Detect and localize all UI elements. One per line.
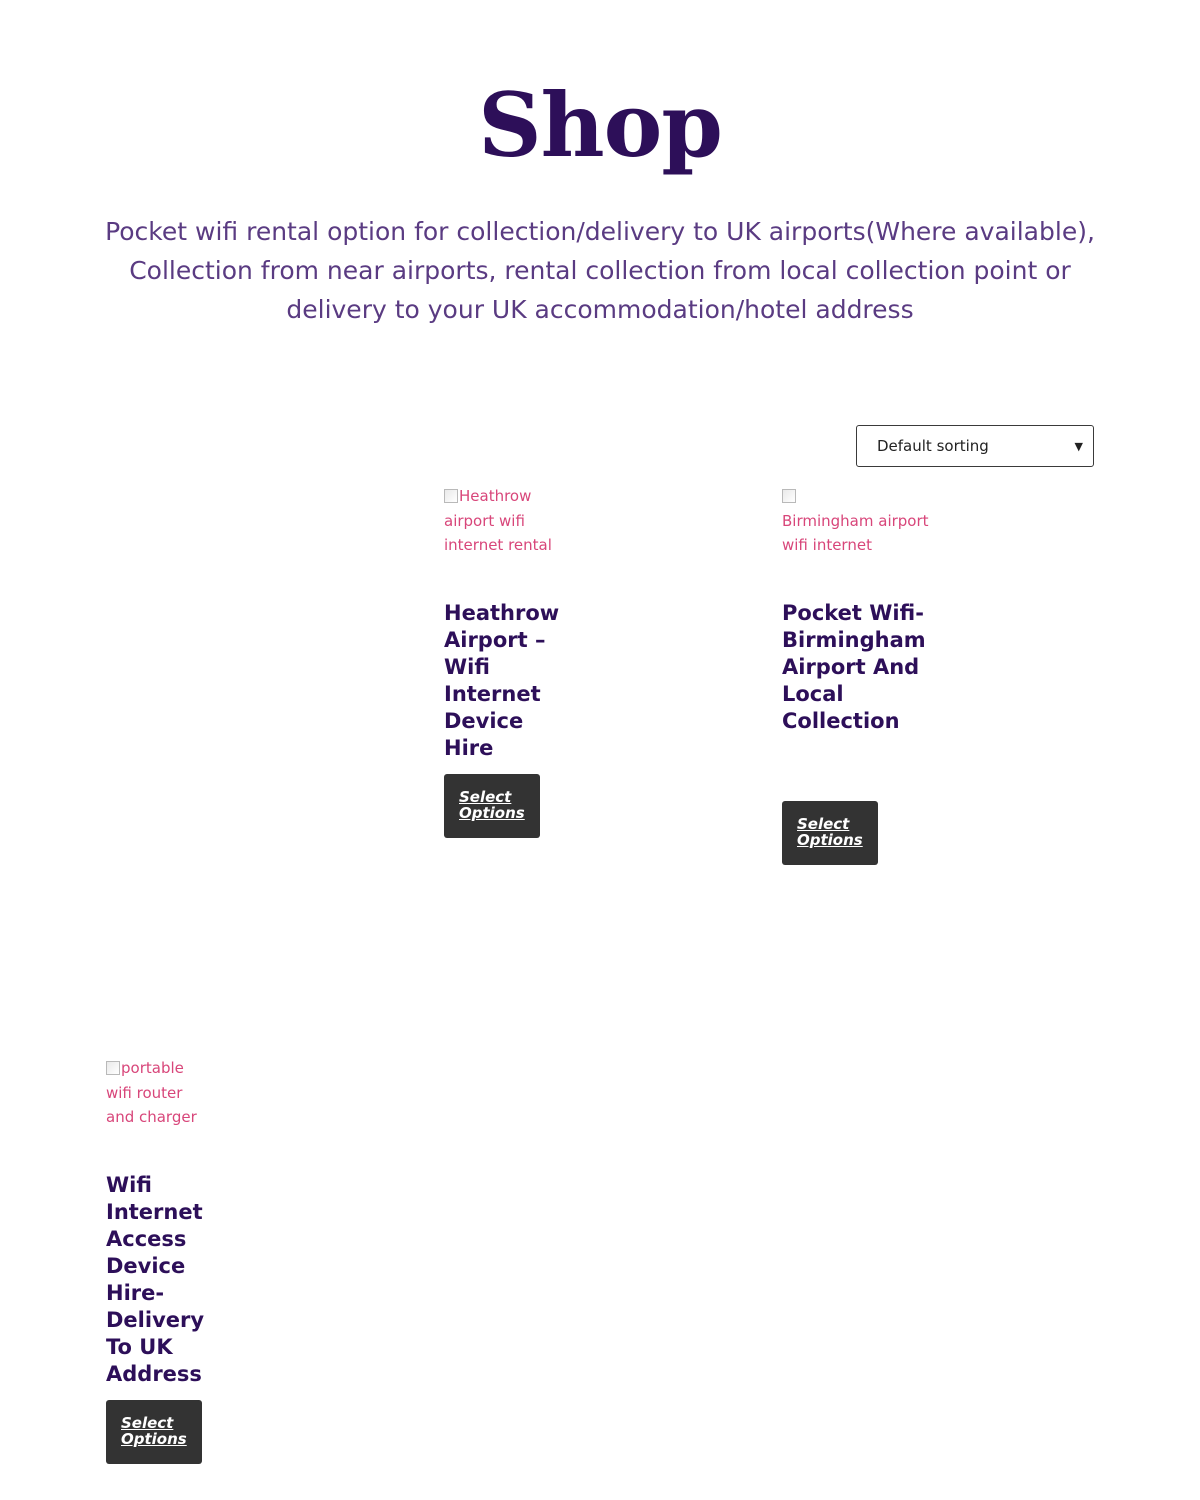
product-image-alt: portable wifi router and charger <box>106 1059 197 1126</box>
product-title[interactable]: Heathrow Airport – Wifi Internet Device Hire <box>444 601 560 760</box>
product-card-heathrow <box>444 484 560 762</box>
page-title: Shop <box>478 73 722 177</box>
product-image-alt: Birmingham airport wifi internet <box>782 511 929 554</box>
sorting-selected-value: Default sorting <box>877 437 989 455</box>
select-options-button[interactable]: Select Options <box>782 801 878 865</box>
select-options-button[interactable]: Select Options <box>106 1400 202 1464</box>
product-title[interactable]: Pocket Wifi-Birmingham Airport And Local Collection <box>782 601 926 733</box>
shop-intro-text: Pocket wifi rental option for collection/delivery to UK airports(Where available), Collection from near airports, rental collection from local collection point or delivery to your UK accommodation/hotel address <box>105 217 1095 324</box>
product-title[interactable]: Wifi Internet Access Device Hire-Delivery To UK Address <box>106 1173 205 1386</box>
product-image-alt: Heathrow airport wifi internet rental <box>444 487 552 554</box>
sorting-select[interactable] <box>856 425 1094 467</box>
product-image[interactable] <box>782 484 932 579</box>
chevron-down-icon: ▼ <box>1074 439 1083 453</box>
select-options-button[interactable]: Select Options <box>444 774 540 838</box>
product-image[interactable] <box>106 1056 204 1156</box>
broken-image-icon <box>106 1061 120 1075</box>
product-image[interactable] <box>444 484 560 582</box>
broken-image-icon <box>782 489 796 503</box>
product-card-delivery <box>106 1056 204 1388</box>
product-card-birmingham <box>782 484 932 735</box>
broken-image-icon <box>444 489 458 503</box>
